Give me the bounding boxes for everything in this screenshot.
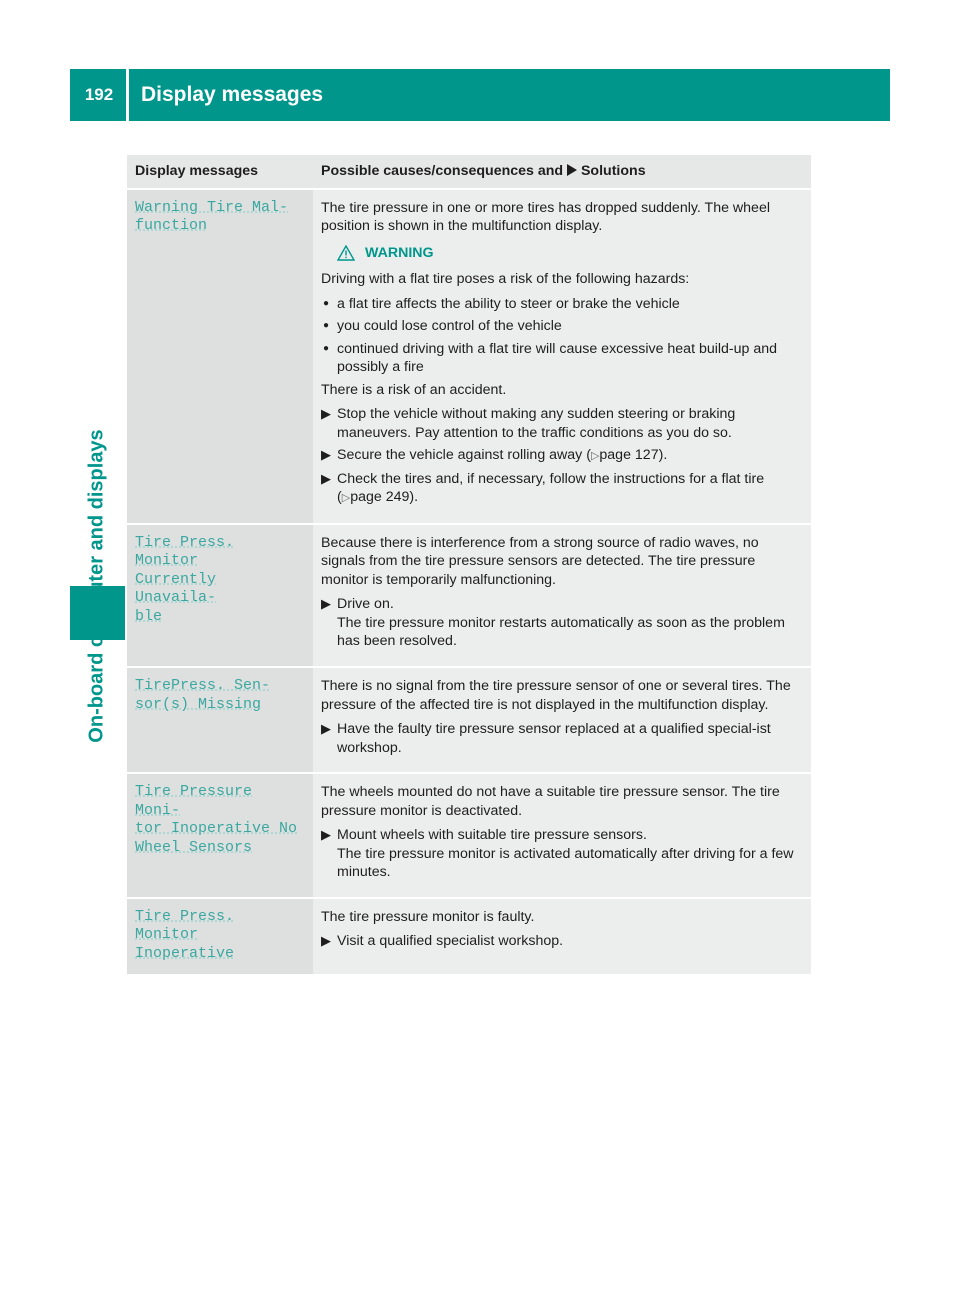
page-title: Display messages bbox=[141, 83, 324, 106]
arrow-right-icon: ▶ bbox=[321, 827, 331, 842]
column-header-messages: Display messages bbox=[127, 155, 313, 190]
message-line: Inoperative bbox=[135, 944, 235, 962]
cause-text: Because there is interference from a strong source of radio waves, no signals from the tire pressure sensors are detected. The tire pressure monitor is temporarily malfunctioning. bbox=[321, 534, 759, 588]
instruction-step bbox=[321, 826, 803, 882]
step-detail: The tire pressure monitor is activated automatically after driving for a few minutes. bbox=[337, 845, 794, 880]
bullet-icon: ● bbox=[323, 297, 330, 309]
solution-cell bbox=[313, 899, 811, 977]
message-cell bbox=[127, 774, 313, 899]
page-reference-link[interactable]: page 127 bbox=[599, 447, 659, 463]
table-row bbox=[127, 190, 811, 525]
section-marker bbox=[70, 586, 125, 640]
table-row bbox=[127, 525, 811, 669]
instruction-step bbox=[321, 932, 803, 951]
solution-cell bbox=[313, 525, 811, 669]
message-line: tor Inoperative No bbox=[135, 820, 298, 837]
arrow-right-icon: ▶ bbox=[321, 596, 331, 611]
arrow-right-icon: ▶ bbox=[321, 470, 331, 486]
list-item bbox=[321, 340, 803, 377]
instruction-step bbox=[321, 405, 803, 442]
solution-cell bbox=[313, 774, 811, 899]
message-line: Tire Press. Monitor bbox=[135, 907, 235, 943]
display-messages-table bbox=[127, 155, 811, 976]
column-header-text-end: Solutions bbox=[577, 163, 646, 179]
bullet-text: you could lose control of the vehicle bbox=[337, 318, 562, 334]
cause-text: The tire pressure in one or more tires has dropped suddenly. The wheel position is shown in the multifunction display. bbox=[321, 199, 770, 234]
warning-heading bbox=[337, 244, 803, 263]
arrow-right-icon: ▶ bbox=[321, 721, 331, 736]
table-row bbox=[127, 899, 811, 977]
message-line: Wheel Sensors bbox=[135, 838, 253, 856]
instruction-step bbox=[321, 446, 803, 466]
bullet-icon: ● bbox=[323, 320, 330, 331]
message-line: ble bbox=[135, 607, 163, 625]
step-text: Check the tires and, if necessary, follow the instructions for a flat tire ( bbox=[337, 470, 765, 505]
arrow-right-icon bbox=[567, 164, 577, 176]
cause-text: The tire pressure monitor is faulty. bbox=[321, 908, 535, 925]
cause-text: There is no signal from the tire pressure sensor of one or several tires. The pressure of the affected tire is not displayed in the multifunction display. bbox=[321, 678, 791, 713]
step-detail: The tire pressure monitor restarts automatically as soon as the problem has been resolved. bbox=[337, 614, 785, 649]
step-text: Drive on. bbox=[337, 596, 394, 612]
message-cell bbox=[127, 190, 313, 525]
message-line: Currently Unavaila‑ bbox=[135, 570, 217, 606]
page-ref-icon: ▷ bbox=[590, 450, 600, 462]
instruction-step bbox=[321, 470, 803, 508]
message-line: Warning Tire Mal‑ bbox=[135, 198, 289, 216]
risk-text: There is a risk of an accident. bbox=[321, 381, 507, 398]
warning-label: WARNING bbox=[365, 244, 434, 261]
column-header-text: Possible causes/consequences and bbox=[321, 163, 568, 179]
page-number: 192 bbox=[84, 85, 114, 104]
step-text: Visit a qualified specialist workshop. bbox=[337, 933, 564, 949]
solution-cell bbox=[313, 190, 811, 525]
message-line: function bbox=[135, 217, 208, 234]
solution-cell bbox=[313, 668, 811, 774]
hazard-intro: Driving with a flat tire poses a risk of the following hazards: bbox=[321, 271, 690, 287]
message-line: Tire Pressure Moni‑ bbox=[135, 783, 253, 819]
message-line: Tire Press. Monitor bbox=[135, 533, 235, 569]
message-line: TirePress. Sen‑ bbox=[135, 677, 271, 694]
page-reference-link[interactable]: page 249 bbox=[350, 489, 410, 505]
step-text-end: ). bbox=[409, 489, 419, 505]
table-row bbox=[127, 774, 811, 899]
step-text: Stop the vehicle without making any sudden steering or braking maneuvers. Pay attention to the traffic conditions as you do so. bbox=[337, 406, 736, 441]
table-row bbox=[127, 668, 811, 774]
arrow-right-icon: ▶ bbox=[321, 933, 331, 948]
list-item bbox=[321, 295, 803, 314]
table-header-row bbox=[127, 155, 811, 190]
bullet-text: a flat tire affects the ability to steer or brake the vehicle bbox=[337, 295, 680, 312]
arrow-right-icon: ▶ bbox=[321, 406, 331, 421]
arrow-right-icon: ▶ bbox=[321, 447, 331, 462]
message-cell bbox=[127, 668, 313, 774]
message-line: sor(s) Missing bbox=[135, 695, 262, 713]
step-text: Secure the vehicle against rolling away ( bbox=[337, 447, 591, 463]
page-ref-icon: ▷ bbox=[341, 492, 351, 504]
instruction-step bbox=[321, 595, 803, 651]
bullet-text: continued driving with a flat tire will cause excessive heat build-up and possibly a fire bbox=[337, 340, 778, 375]
warning-triangle-icon bbox=[337, 245, 355, 261]
step-text: Mount wheels with suitable tire pressure sensors. bbox=[337, 827, 647, 843]
instruction-step bbox=[321, 720, 803, 757]
column-header-solutions bbox=[313, 155, 811, 190]
cause-text: The wheels mounted do not have a suitable tire pressure sensor. The tire pressure monitor is deactivated. bbox=[321, 784, 780, 819]
step-text-end: ). bbox=[658, 447, 668, 463]
step-text: Have the faulty tire pressure sensor replaced at a qualified special-ist workshop. bbox=[337, 721, 771, 756]
bullet-icon: ● bbox=[323, 342, 330, 354]
message-cell bbox=[127, 899, 313, 977]
header-divider bbox=[126, 69, 129, 121]
list-item bbox=[321, 317, 803, 336]
message-cell bbox=[127, 525, 313, 669]
